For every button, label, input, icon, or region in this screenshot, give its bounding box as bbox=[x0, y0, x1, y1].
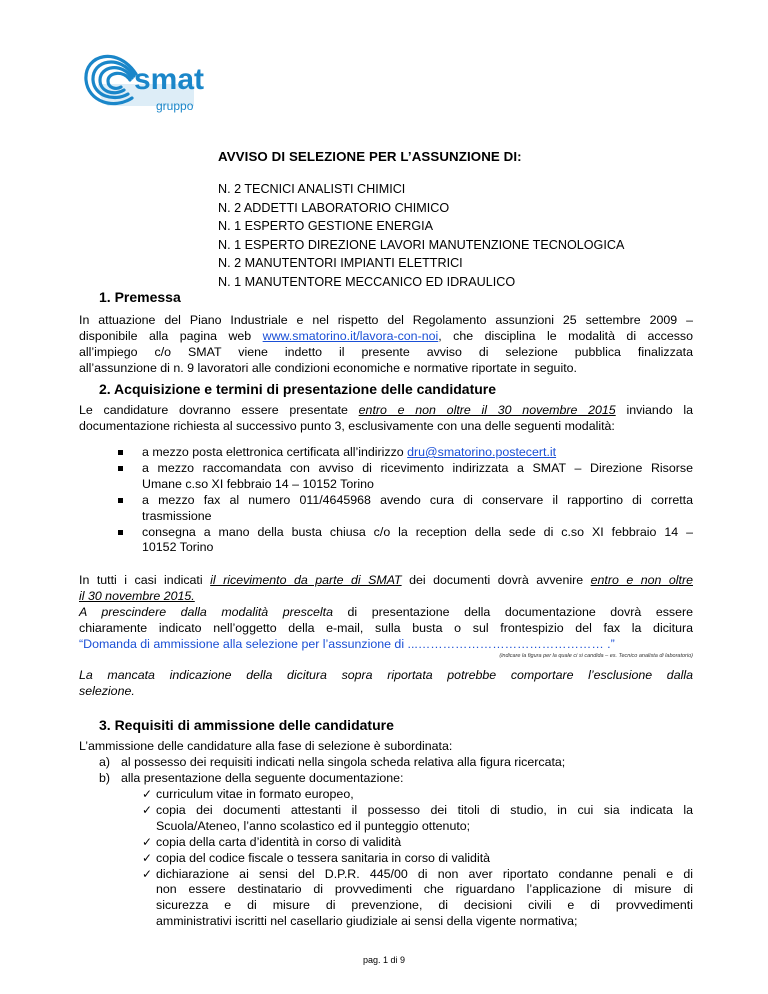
text-fragment: A prescindere dalla modalità prescelta bbox=[79, 605, 333, 619]
section-2-subject-paragraph bbox=[79, 605, 693, 660]
bullet-square-icon bbox=[118, 466, 123, 471]
text-fragment: In tutti i casi indicati bbox=[79, 573, 211, 587]
text-line: In attuazione del Piano Industriale e nel rispetto del Regolamento assunzioni 25 settembre 2009 – bbox=[79, 313, 693, 327]
text-line: all’assunzione di n. 9 lavoratori alle condizioni economiche e normative riportate in seguito. bbox=[79, 360, 577, 375]
text-line bbox=[79, 403, 693, 419]
text-line bbox=[79, 573, 693, 589]
text-line bbox=[79, 329, 693, 345]
position-item: N. 2 ADDETTI LABORATORIO CHIMICO bbox=[218, 200, 450, 215]
section-1-heading: 1. Premessa bbox=[99, 289, 181, 305]
pec-email-link[interactable]: dru@smatorino.postecert.it bbox=[407, 445, 557, 459]
page-number: pag. 1 di 9 bbox=[362, 955, 406, 965]
text-line: documentazione richiesta al successivo punto 3, esclusivamente con una delle seguenti modalità: bbox=[79, 418, 615, 433]
text-line: copia della carta d’identità in corso di validità bbox=[156, 834, 402, 849]
section-3-heading: 3. Requisiti di ammissione delle candidature bbox=[99, 717, 394, 733]
text-line: copia del codice fiscale o tessera sanitaria in corso di validità bbox=[156, 850, 491, 865]
list-item bbox=[118, 445, 693, 461]
text-line: alla presentazione della seguente documentazione: bbox=[121, 770, 404, 785]
list-label: b) bbox=[99, 770, 111, 785]
text-line: chiaramente indicato nell’oggetto della e-mail, sulla busta o sul frontespizio del fax la dicitura bbox=[79, 620, 693, 635]
position-item: N. 2 TECNICI ANALISTI CHIMICI bbox=[218, 182, 406, 196]
text-line: trasmissione bbox=[142, 508, 212, 523]
text-line: all’impiego c/o SMAT viene indetto il presente avviso di selezione pubblica finalizzata bbox=[79, 344, 693, 359]
subject-hint: (indicare la figura per la quale ci si candida – es. Tecnico analista di laboratorio) bbox=[499, 652, 693, 659]
text-line: il 30 novembre 2015. bbox=[79, 588, 195, 603]
svg-text:smat: smat bbox=[134, 63, 205, 96]
text-line: La mancata indicazione della dicitura sopra riportata potrebbe comportare l’esclusione dalla bbox=[79, 668, 693, 682]
checkmark-icon: ✓ bbox=[142, 787, 153, 801]
section-1-paragraph bbox=[79, 313, 693, 377]
list-item bbox=[118, 525, 693, 557]
subject-wording: “Domanda di ammissione alla selezione per l’assunzione di ...……………………………………… .” bbox=[79, 636, 615, 651]
list-item bbox=[118, 461, 693, 493]
list-item bbox=[99, 755, 693, 771]
bullet-square-icon bbox=[118, 498, 123, 503]
position-item: N. 2 MANUTENTORI IMPIANTI ELETTRICI bbox=[218, 256, 463, 271]
text-line: 10152 Torino bbox=[142, 540, 214, 555]
position-item: N. 1 ESPERTO GESTIONE ENERGIA bbox=[218, 219, 434, 234]
text-fragment: inviando la bbox=[615, 403, 693, 417]
positions-list bbox=[218, 180, 624, 292]
position-item: N. 1 MANUTENTORE MECCANICO ED IDRAULICO bbox=[218, 274, 516, 289]
requirements-list bbox=[99, 755, 693, 787]
checkmark-icon: ✓ bbox=[142, 802, 153, 817]
deadline-text: entro e non oltre il 30 novembre 2015 bbox=[358, 403, 616, 417]
text-line: curriculum vitae in formato europeo, bbox=[156, 787, 354, 801]
bullet-square-icon bbox=[118, 530, 123, 535]
text-line: copia dei documenti attestanti il possesso dei titoli di studio, in cui sia indicata la bbox=[156, 802, 693, 817]
text-line: L’ammissione delle candidature alla fase di selezione è subordinata: bbox=[79, 739, 453, 753]
checkmark-icon: ✓ bbox=[142, 850, 153, 865]
text-line bbox=[142, 445, 693, 461]
text-line: a mezzo raccomandata con avviso di ricevimento indirizzata a SMAT – Direzione Risorse bbox=[142, 460, 693, 475]
smat-logo bbox=[78, 40, 205, 126]
list-item bbox=[142, 835, 693, 851]
checkmark-icon: ✓ bbox=[142, 866, 153, 881]
text-line: consegna a mano della busta chiusa c/o la reception della sede di c.so XI febbraio 14 – bbox=[142, 524, 693, 539]
list-item bbox=[142, 867, 693, 931]
smat-swirl-logo-icon bbox=[78, 40, 205, 126]
lavora-con-noi-link[interactable]: www.smatorino.it/lavora-con-noi bbox=[262, 328, 439, 343]
section-3-intro bbox=[79, 739, 693, 755]
submission-methods-list bbox=[118, 445, 693, 556]
list-label: a) bbox=[99, 755, 111, 769]
section-2-receipt-paragraph bbox=[79, 573, 693, 605]
section-2-heading: 2. Acquisizione e termini di presentazione delle candidature bbox=[99, 381, 497, 397]
text-line: Scuola/Ateneo, l’anno scolastico ed il punteggio ottenuto; bbox=[156, 818, 471, 833]
text-fragment: di presentazione della documentazione dovrà essere bbox=[333, 605, 694, 619]
text-line: sicurezza e di misure di prevenzione, di decisioni civili e di provvedimenti bbox=[156, 898, 693, 913]
text-line: dichiarazione ai sensi del D.P.R. 445/00 di non aver riportato condanne penali e di bbox=[156, 866, 693, 881]
list-item bbox=[99, 771, 693, 787]
svg-text:gruppo: gruppo bbox=[156, 99, 194, 113]
text-line: Umane c.so XI febbraio 14 – 10152 Torino bbox=[142, 476, 374, 491]
section-2-warning-paragraph bbox=[79, 668, 693, 700]
text-fragment: , che disciplina le modalità di accesso bbox=[438, 328, 693, 343]
checkmark-icon: ✓ bbox=[142, 834, 153, 849]
position-item: N. 1 ESPERTO DIREZIONE LAVORI MANUTENZIONE TECNOLOGICA bbox=[218, 237, 625, 252]
section-2-paragraph bbox=[79, 403, 693, 435]
text-fragment: entro e non oltre bbox=[590, 573, 693, 587]
documents-checklist bbox=[142, 787, 693, 930]
list-item bbox=[118, 493, 693, 525]
text-line: a mezzo fax al numero 011/4645968 avendo cura di conservare il rapportino di corretta bbox=[142, 492, 693, 507]
text-line: amministrativi iscritti nel casellario giudiziale ai sensi della vigente normativa; bbox=[156, 914, 578, 929]
text-fragment: disponibile alla pagina web bbox=[79, 328, 263, 343]
text-fragment: a mezzo posta elettronica certificata all’indirizzo bbox=[142, 445, 408, 459]
list-item bbox=[142, 787, 693, 803]
text-fragment: il ricevimento da parte di SMAT bbox=[210, 573, 402, 587]
text-line: non essere destinatario di provvedimenti che riguardano l’applicazione di misure di bbox=[156, 882, 693, 897]
text-fragment: dei documenti dovrà avvenire bbox=[401, 573, 591, 587]
bullet-square-icon bbox=[118, 450, 123, 455]
page-title: AVVISO DI SELEZIONE PER L’ASSUNZIONE DI: bbox=[218, 149, 522, 164]
list-item bbox=[142, 851, 693, 867]
text-line: selezione. bbox=[79, 683, 135, 698]
text-line bbox=[79, 605, 693, 621]
text-fragment: Le candidature dovranno essere presentate bbox=[79, 403, 359, 417]
text-line: al possesso dei requisiti indicati nella singola scheda relativa alla figura ricercata; bbox=[121, 755, 566, 769]
list-item bbox=[142, 803, 693, 835]
